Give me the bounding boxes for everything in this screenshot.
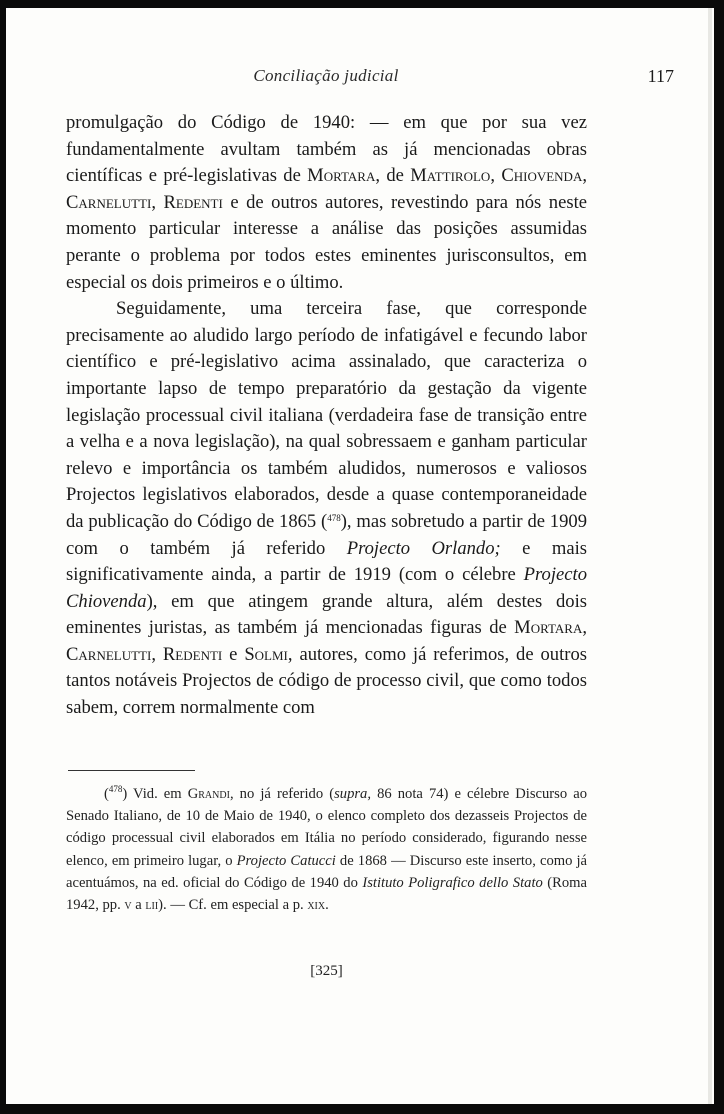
italic-title: Projecto Chiovenda xyxy=(66,564,587,612)
author-name: Mattirolo xyxy=(410,165,491,187)
author-name: Redenti xyxy=(162,643,223,665)
footnote-marker: 478 xyxy=(108,784,123,794)
author-name: Carnelutti xyxy=(66,643,152,665)
scan-edge xyxy=(708,8,712,1104)
author-name: Chiovenda xyxy=(501,165,583,187)
author-name: Solmi xyxy=(244,643,288,665)
italic-title: Projecto Orlando; xyxy=(346,537,501,559)
footnote-ref: 478 xyxy=(327,512,341,523)
main-text xyxy=(66,110,587,722)
author-name: Carnelutti xyxy=(66,191,152,213)
book-page xyxy=(6,8,714,1104)
paragraph-2: Seguidamente, uma terceira fase, que corresponde precisamente ao aludido largo período de infatigável e fecundo labor científico e pré-legislativo acima assinalado, que caracteriza o importante lapso de tempo preparatório da gestação da vigente legislação processual civil italiana (verdadeira fase de transição entre a velha e a nova legislação), na qual sobressaem e ganham particular relevo e importância os também aludidos, numerosos e valiosos Projectos legislativos elaborados, desde a quase contemporaneidade da publicação do Código de 1865 ($^{478}$), mas sobretudo a partir de 1909 com o também já referido Projecto Orlando; e mais significativamente ainda, a partir de 1919 (com o célebre Projecto Chiovenda), em que atingem grande altura, além destes dois eminentes juristas, as também já mencionadas figuras de Mortara, Carnelutti, Redenti e Solmi, autores, como já referimos, de outros tantos notáveis Projectos de código de processo civil, que como todos sabem, correm normalmente com xyxy=(66,298,587,719)
author-name: Redenti xyxy=(163,191,223,213)
author-name: Mortara xyxy=(514,617,583,639)
footnote-478: ($^{478}$) Vid. em Grandi, no já referido (supra, 86 nota 74) e célebre Discurso ao Senado Italiano, de 10 de Maio de 1940, o elenco completo dos dezasseis Projectos de código processual civil elaborados em Itália no período considerado, figurando nesse elenco, em primeiro lugar, o Projecto Catucci de 1868 — Discurso este inserto, como já acentuámos, na ed. oficial do Código de 1940 do Istituto Poligrafico dello Stato (Roma 1942, pp. v a lii). — Cf. em especial a p. xix. xyxy=(66,784,588,914)
folio-number: [325] xyxy=(310,963,343,979)
author-name: Mortara xyxy=(307,165,376,187)
running-title: Conciliação judicial xyxy=(253,66,399,85)
author-name: Grandi xyxy=(187,786,230,802)
footnote-divider xyxy=(68,770,195,771)
paragraph-1: promulgação do Código de 1940: — em que por sua vez fundamentalmente avultam também as já mencionadas obras científicas e pré-legislativas de Mortara, de Mattirolo, Chiovenda, Carnelutti, Redenti e de outros autores, revestindo para nós neste momento particular interesse a análise das posições assumidas perante o problema por todos estes eminentes jurisconsultos, em especial os dois primeiros e o último. xyxy=(66,112,587,293)
page-number: 117 xyxy=(647,66,674,86)
